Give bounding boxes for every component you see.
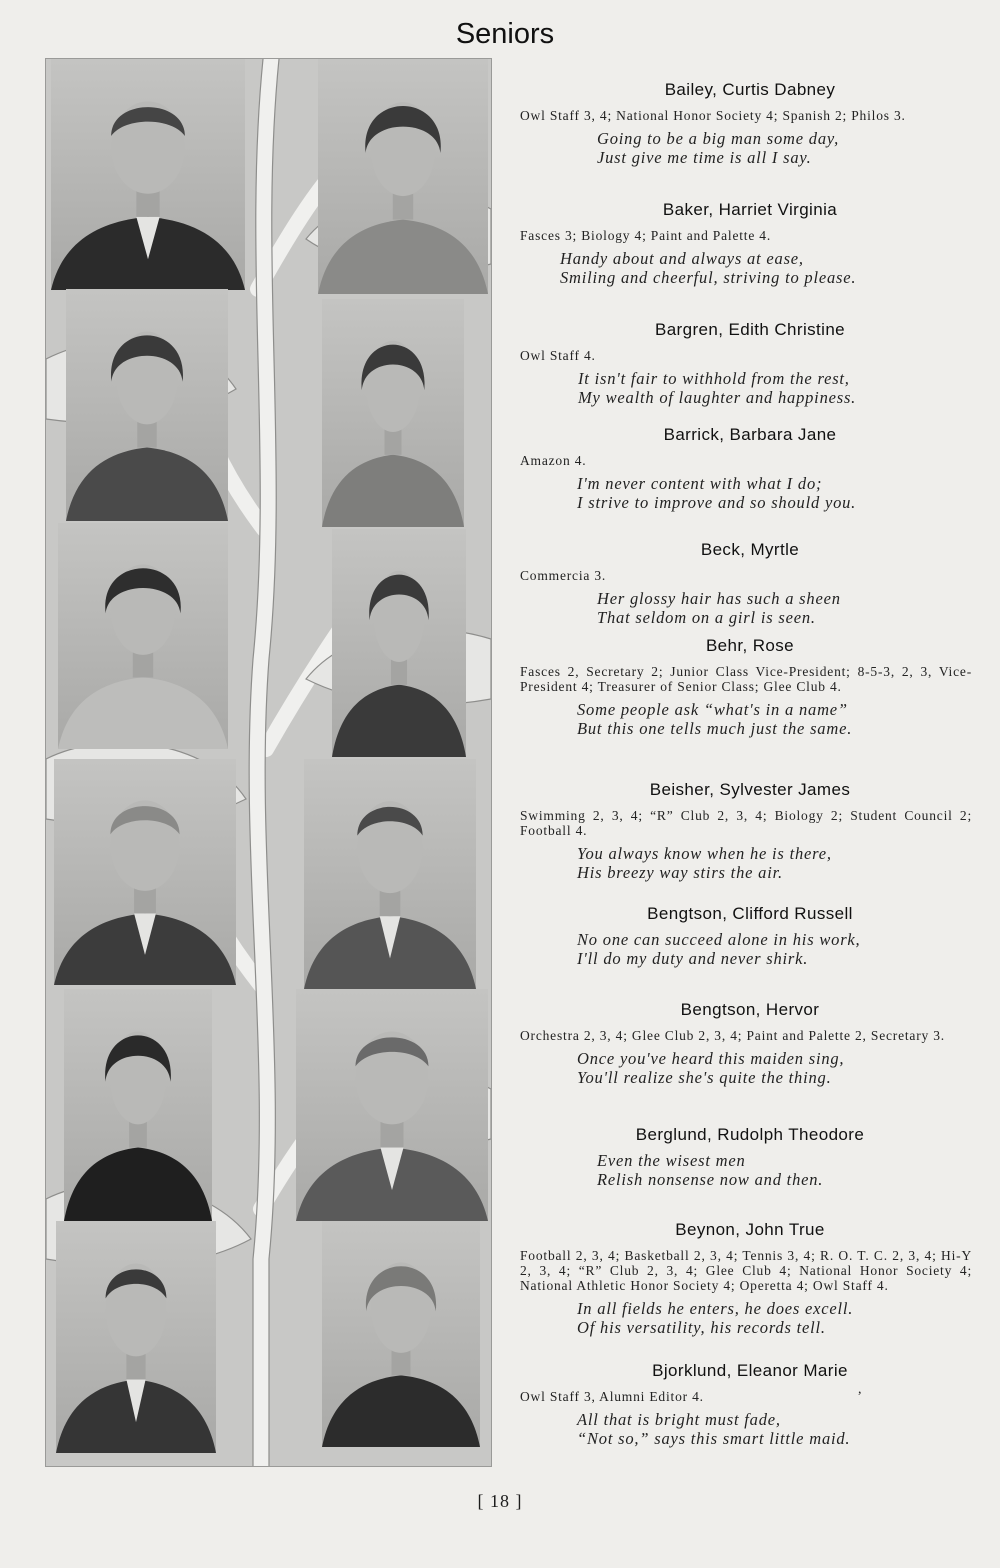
senior-entry [520,425,972,512]
verse-line: It isn't fair to withhold from the rest, [578,369,850,388]
senior-entry [520,80,972,167]
verse-line: I'll do my duty and never shirk. [577,949,809,968]
portrait-photo [332,529,466,757]
verse-line: Her glossy hair has such a sheen [597,589,841,608]
verse-line: Of his versatility, his records tell. [577,1318,826,1337]
portrait-photo [318,59,488,294]
verse-line: No one can succeed alone in his work, [577,930,861,949]
senior-verse [520,589,972,627]
senior-entry [520,1000,972,1087]
senior-activities: Owl Staff 3, Alumni Editor 4. [520,1389,704,1404]
verse-line: My wealth of laughter and happiness. [578,388,857,407]
portrait-photo [322,1221,480,1447]
senior-verse [520,249,972,287]
senior-verse [520,1151,972,1189]
senior-name: Behr, Rose [705,636,795,655]
stray-mark: , [858,1382,862,1397]
verse-line: You'll realize she's quite the thing. [577,1068,832,1087]
senior-activities: Commercia 3. [520,568,607,583]
senior-entry [520,636,972,738]
senior-activities: Orchestra 2, 3, 4; Glee Club 2, 3, 4; Paint and Palette 2, Secretary 3. [520,1028,945,1043]
senior-activities: Fasces 3; Biology 4; Paint and Palette 4. [520,228,772,243]
verse-line: I'm never content with what I do; [577,474,823,493]
senior-verse [520,1049,972,1087]
portrait-photo [56,1221,216,1453]
senior-entry [520,320,972,407]
senior-entry [520,1220,972,1337]
senior-verse [520,1299,972,1337]
senior-name: Baker, Harriet Virginia [662,200,838,219]
page-title: Seniors [455,18,555,50]
portrait-photo [54,759,236,985]
senior-activities: Football 2, 3, 4; Basketball 2, 3, 4; Tennis 3, 4; R. O. T. C. 2, 3, 4; Hi-Y 2, 3, 4; “R” Club 2, 3, 4; Glee Club 4; National Honor Society 4; National Athletic Honor Society 4; Operetta 4; Owl Staff 4. [520,1248,972,1293]
verse-line: Just give me time is all I say. [597,148,812,167]
senior-entry [520,904,972,968]
senior-activities: Fasces 2, Secretary 2; Junior Class Vice-President; 8-5-3, 2, 3, Vice-President 4; Treasurer of Senior Class; Glee Club 4. [520,664,972,694]
senior-name: Barrick, Barbara Jane [663,425,837,444]
senior-name: Beck, Myrtle [700,540,800,559]
senior-verse [520,1410,972,1448]
senior-activities: Owl Staff 3, 4; National Honor Society 4; Spanish 2; Philos 3. [520,108,906,123]
senior-name: Beisher, Sylvester James [649,780,851,799]
senior-name: Bengtson, Clifford Russell [647,904,853,923]
senior-activities: Amazon 4. [520,453,587,468]
senior-entry [520,1361,972,1448]
verse-line: Handy about and always at ease, [560,249,804,268]
verse-line: Once you've heard this maiden sing, [577,1049,845,1068]
senior-name: Berglund, Rudolph Theodore [635,1125,865,1144]
verse-line: But this one tells much just the same. [577,719,853,738]
portrait-panel [45,58,492,1467]
verse-line: In all fields he enters, he does excell. [577,1299,854,1318]
portrait-photo [51,59,245,290]
senior-entry [520,1125,972,1189]
senior-activities: Owl Staff 4. [520,348,596,363]
senior-verse [520,700,972,738]
portrait-photo [296,989,488,1221]
senior-name: Bengtson, Hervor [680,1000,820,1019]
verse-line: Smiling and cheerful, striving to please. [560,268,857,287]
portrait-photo [322,299,464,527]
senior-name: Beynon, John True [675,1220,825,1239]
senior-verse [520,129,972,167]
senior-verse [520,844,972,882]
verse-line: You always know when he is there, [577,844,832,863]
verse-line: That seldom on a girl is seen. [597,608,816,627]
verse-line: “Not so,” says this smart little maid. [577,1429,851,1448]
verse-line: All that is bright must fade, [577,1410,781,1429]
verse-line: Some people ask “what's in a name” [577,700,848,719]
senior-verse [520,930,972,968]
portrait-photo [64,989,212,1221]
senior-entry [520,200,972,287]
senior-name: Bargren, Edith Christine [654,320,846,339]
verse-line: I strive to improve and so should you. [577,493,857,512]
portrait-photo [66,289,228,521]
senior-name: Bailey, Curtis Dabney [664,80,836,99]
senior-name: Bjorklund, Eleanor Marie [652,1361,848,1380]
senior-entry [520,540,972,627]
senior-activities: Swimming 2, 3, 4; “R” Club 2, 3, 4; Biology 2; Student Council 2; Football 4. [520,808,972,838]
verse-line: His breezy way stirs the air. [577,863,783,882]
portrait-photo [58,523,228,749]
verse-line: Going to be a big man some day, [597,129,840,148]
senior-entry [520,780,972,882]
senior-verse [520,474,972,512]
page-number: [ 18 ] [477,1491,523,1511]
verse-line: Relish nonsense now and then. [597,1170,824,1189]
senior-verse [520,369,972,407]
portrait-photo [304,759,476,989]
verse-line: Even the wisest men [597,1151,746,1170]
